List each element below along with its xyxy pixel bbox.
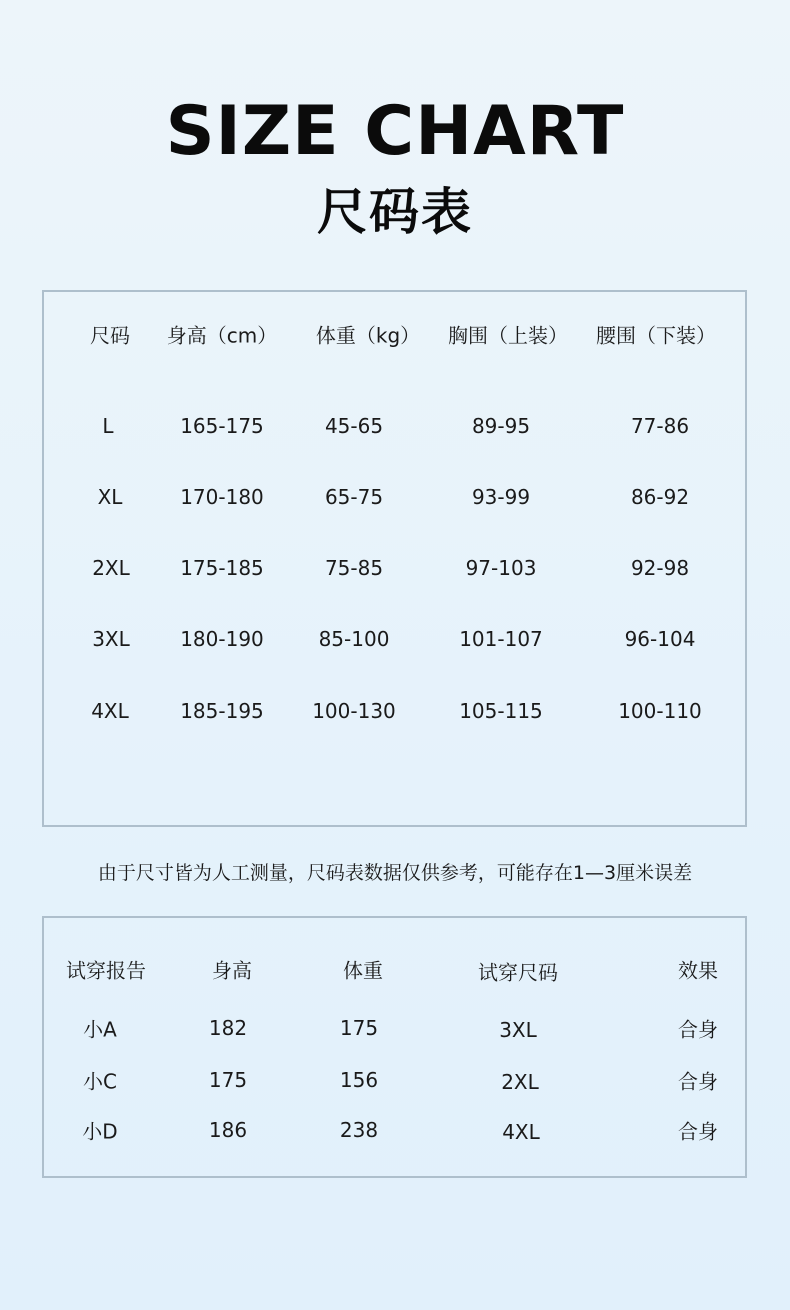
size-row-l-weight: 45-65 [324, 414, 384, 438]
measurement-note: 由于尺寸皆为人工测量，尺码表数据仅供参考，可能存在1—3厘米误差 [97, 862, 693, 884]
trial-row-c-height: 175 [208, 1068, 248, 1092]
size-row-xl-waist: 86-92 [630, 485, 690, 509]
size-row-2xl-height: 175-185 [180, 556, 264, 580]
size-row-3xl-waist: 96-104 [624, 627, 696, 651]
size-header-waist: 腰围（下装） [596, 323, 716, 348]
size-row-4xl-weight: 100-130 [312, 699, 396, 723]
size-row-xl-weight: 65-75 [324, 485, 384, 509]
size-row-3xl-weight: 85-100 [318, 627, 390, 651]
size-row-2xl-weight: 75-85 [324, 556, 384, 580]
size-header-weight: 体重（kg） [315, 323, 421, 348]
trial-row-a-weight: 175 [339, 1016, 379, 1040]
size-row-2xl-size: 2XL [92, 556, 130, 580]
trial-row-d-size: 4XL [502, 1120, 540, 1144]
trial-header-weight: 体重 [343, 958, 383, 983]
size-row-2xl-waist: 92-98 [630, 556, 690, 580]
trial-row-c-name: 小C [83, 1069, 117, 1094]
size-row-l-height: 165-175 [180, 414, 264, 438]
size-row-xl-chest: 93-99 [471, 485, 531, 509]
size-row-4xl-height: 185-195 [180, 699, 264, 723]
trial-header-size: 试穿尺码 [478, 960, 558, 985]
size-row-4xl-waist: 100-110 [618, 699, 702, 723]
page-title: SIZE CHART [165, 92, 625, 171]
size-row-3xl-size: 3XL [92, 627, 130, 651]
size-row-3xl-height: 180-190 [180, 627, 264, 651]
trial-row-a-name: 小A [83, 1017, 117, 1042]
size-chart-table [42, 290, 747, 827]
trial-row-d-name: 小D [82, 1119, 118, 1144]
size-row-3xl-chest: 101-107 [459, 627, 543, 651]
size-row-l-size: L [102, 414, 114, 438]
size-row-l-waist: 77-86 [630, 414, 690, 438]
size-row-xl-height: 170-180 [180, 485, 264, 509]
trial-row-a-result: 合身 [678, 1017, 718, 1042]
size-row-4xl-chest: 105-115 [459, 699, 543, 723]
trial-row-c-weight: 156 [339, 1068, 379, 1092]
size-header-height: 身高（cm） [166, 323, 278, 348]
page-subtitle: 尺码表 [317, 183, 473, 241]
size-header-size: 尺码 [90, 323, 130, 348]
trial-row-d-height: 186 [208, 1118, 248, 1142]
size-row-4xl-size: 4XL [91, 699, 129, 723]
trial-row-a-height: 182 [208, 1016, 248, 1040]
trial-row-a-size: 3XL [499, 1018, 537, 1042]
trial-header-report: 试穿报告 [66, 958, 146, 983]
size-row-2xl-chest: 97-103 [465, 556, 537, 580]
trial-row-d-weight: 238 [339, 1118, 379, 1142]
size-row-l-chest: 89-95 [471, 414, 531, 438]
size-row-xl-size: XL [97, 485, 123, 509]
trial-header-result: 效果 [678, 958, 718, 983]
trial-row-d-result: 合身 [678, 1119, 718, 1144]
trial-header-height: 身高 [212, 958, 252, 983]
size-header-chest: 胸围（上装） [448, 323, 568, 348]
trial-row-c-size: 2XL [501, 1070, 539, 1094]
trial-report-table [42, 916, 747, 1178]
trial-row-c-result: 合身 [678, 1069, 718, 1094]
